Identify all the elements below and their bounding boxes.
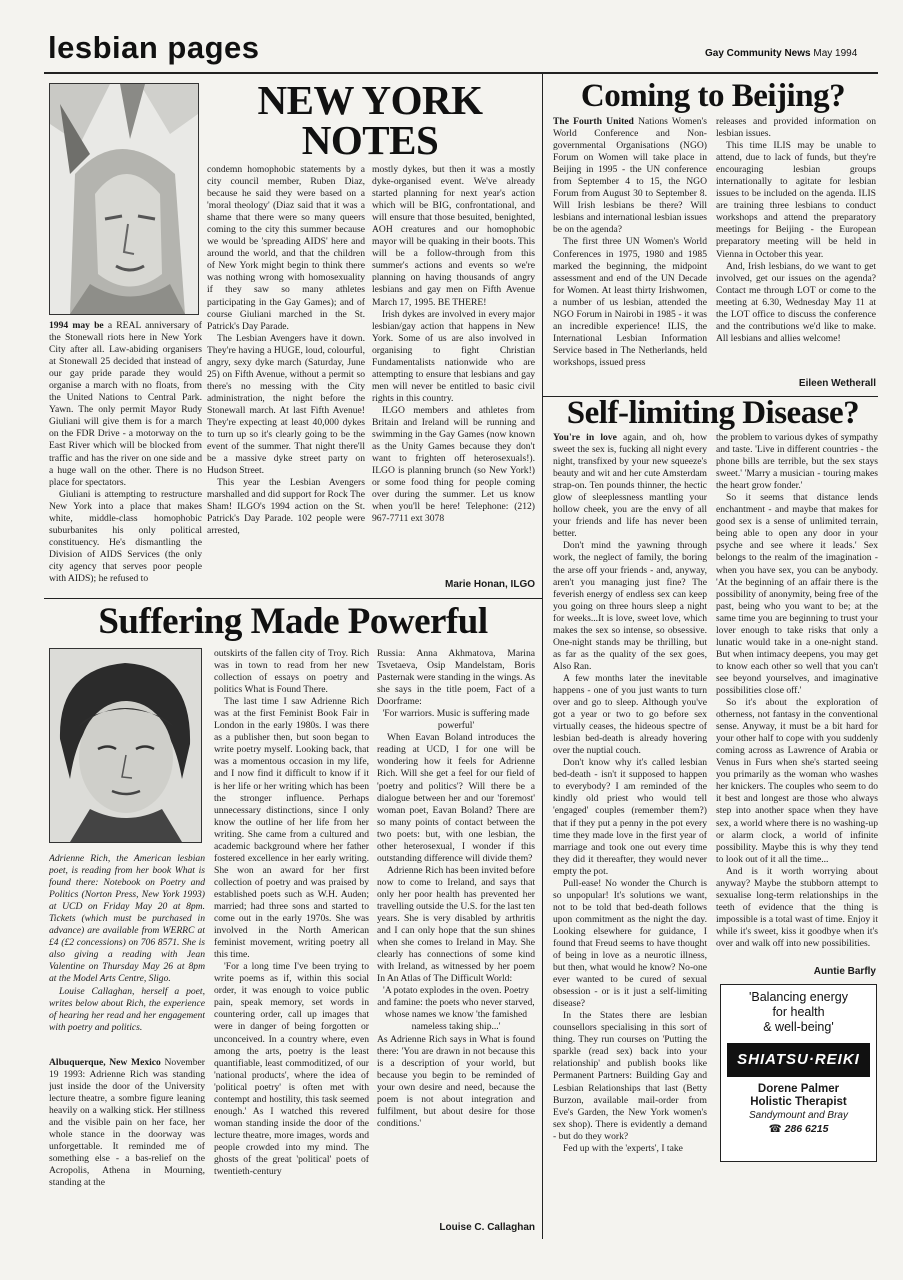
paragraph: Don't know why it's called lesbian bed-death - isn't it supposed to happen to everybody? I am reminded of the kindly old priest who would tell 'engaged' couples (remember them?) that if they put a penny in the pot every time they made love in the first year of marriage and took one out every time they did it thereafter, they would never empty the pot.	[553, 757, 707, 877]
paragraph: Albuquerque, New Mexico November 19 1993: Adrienne Rich was standing just inside the door of the University lecture theatre, a sombre figure leaning heavily on a walking stick. Her stillness and the visible pain on her face, her whole stance in the doorway was unforgettable. It reminded me of something else - a bas-relief on the Acropolis, Athena in Mourning, standing at the	[49, 1057, 205, 1189]
paragraph: This year the Lesbian Avengers marshalled and did support for Rock The Sham! ILGO's 1994 action on the St. Patrick's Day Parade. 102 people were arrested,	[207, 477, 365, 537]
paragraph: And, Irish lesbians, do we want to get involved, get our issues on the agenda? Contact me through LOT or come to the meeting at 6.30, Wednesday May 11 at the LOT office to discuss the conference and the contributions we'd like to make. All lesbians and allies welcome!	[716, 260, 876, 344]
publication-name: Gay Community News	[705, 48, 811, 59]
ad-therapist-name: Dorene Palmer	[757, 1083, 840, 1095]
paragraph: outskirts of the fallen city of Troy. Rich was in town to read from her new collection of essays on poetry and politics What is Found There.	[214, 648, 369, 696]
ny-notes-column-3	[372, 164, 535, 580]
paragraph: So it seems that distance lends enchantment - and maybe that makes for good sex is a sense of unlimited terrain, being able to open any door in your psyche and see where it leads.' Sex belongs to the realm of the imagination - when you have sex, you can be anybody. 'At the beginning of an affair there is the possibility of anonymity, being free of the past, being who you want to be; at the same time you are beginning to trust your lover enough to take risks that only a lunatic would take in a one-night stand. But when intimacy deepens, you may get to know each other so well that you can't see beyond yourselves, and imaginative possibilities close off.'	[716, 492, 878, 696]
shiatsu-reiki-advert	[720, 984, 877, 1162]
caption-paragraph: Louise Callaghan, herself a poet, writes below about Rich, the experience of hearing her read and her engagement with poetry and politics.	[49, 985, 205, 1033]
ad-tagline-line1: 'Balancing energy	[749, 990, 848, 1004]
ad-therapist-role: Holistic Therapist	[750, 1096, 847, 1108]
section-title: lesbian pages	[48, 30, 260, 65]
column-divider-vertical	[542, 74, 543, 1239]
ad-phone-line	[721, 1122, 876, 1136]
disease-column-2	[716, 432, 878, 964]
paragraph: releases and provided information on lesbian issues.	[716, 116, 876, 140]
statue-of-liberty-photo	[49, 83, 199, 315]
beijing-author: Eileen Wetherall	[798, 378, 876, 389]
paragraph: Pull-ease! No wonder the Church is so unpopular! It's solutions we want, not to be told that bed-death follows upon commitment as the night the day. Looking elsewhere for guidance, I found that Freud seems to have thought of being in love as a neurotic illness, but then, what would he know? No-one ever wanted to be cured of sexual obsession - or is it just a self-limiting disease?	[553, 877, 707, 1010]
disease-author: Auntie Barfly	[813, 966, 876, 977]
paragraph: The Lesbian Avengers have it down. They're having a HUGE, loud, colourful, angry, sexy dyke march (Saturday, June 25) on Fifth Avenue, without a permit so there's no messing with the City administration, the night before the Stonewall march. At last Fifth Avenue! They're expecting at least 40,000 dykes to turn up so it's clearly going to be the event of the summer. That night there'll be a massive dyke street party on Hudson Street.	[207, 332, 365, 477]
disease-headline: Self-limiting Disease?	[566, 395, 860, 431]
paragraph: This time ILIS may be unable to attend, due to lack of funds, but they're encouraging lesbian groups internationally to agitate for lesbian issues to be included on the agenda. ILIS are training three lesbians to conduct workshops and attend the preparatory meetings for Beijing - the European preparatory meeting will be held in Vienna in October this year.	[716, 140, 876, 260]
paragraph: 1994 may be a REAL anniversary of the Stonewall riots here in New York City after all. Law-abiding organisers at Stonewall 25 decided that instead of our gay pride parade they would organise a march with no floats, from the United Nations to Central Park. Yawn. The only permit Mayor Rudy Giuliani will give them is for a march on the FDR Drive - a motorway on the East River which will be blocked from traffic and has the river on one side and a huge wall on the other. There is no place for spectators.	[49, 320, 202, 488]
lead-in: 1994 may be	[49, 320, 104, 331]
paragraph: When Eavan Boland introduces the reading at UCD, I for one will be wondering how it feels for Adrienne Rich. Will she get a feel for our field of 'poetry and politics'? Will there be a dialogue between her and our 'foremost' woman poet, Eavan Boland? There are so many points of contact between the two poets: but, with one lesbian, the other heterosexual, I wonder if this outstanding difference will divide them?	[377, 732, 535, 864]
paragraph: Fed up with the 'experts', I take	[563, 1142, 683, 1154]
statue-of-liberty-image	[50, 84, 198, 314]
paragraph: mostly dykes, but then it was a mostly dyke-organised event. We've already started planning for next year's action which will be BIG, confrontational, and will ensure that those besuited, benighted, AOH creatures and our homophobic mayor will be quaking in their boots. This will be a follow-through from this summer's actions and events so we're planning on having thousands of angry lesbians and gay men on Fifth Avenue March 17, 1995. BE THERE!	[372, 164, 535, 308]
ny-notes-column-2	[207, 164, 365, 593]
paragraph: 'For a long time I've been trying to write poems as if, within this social order, it was enough to voice public pain, speak memory, set words in countering order, call up images that were in danger of being forgotten or unconceived. In a country where, even among the arts, poetry is the least quantifiable, least commoditized, of our 'national products', where the idea of 'political poetry' is often met with contempt and hostility, this task seemed enough.' As I watched this revered woman standing inside the door of the lecture theatre, more images, words and people crowded into my mind. The ghosts of the great 'political' poets of twentieth-century	[214, 961, 369, 1178]
paragraph: The first three UN Women's World Conferences in 1975, 1980 and 1985 marked the beginning, the midpoint assessment and end of the UN Decade for Women. At least thirty Irishwomen, a number of us lesbian, attended the NGO Forum in Nairobi in 1985 - it was an incredible experience! ILIS, the International Lesbian Information Service based in The Netherlands, held workshops, issued press	[553, 236, 707, 368]
suffering-column-2	[214, 648, 369, 1238]
suffering-column-3	[377, 648, 535, 1220]
beijing-headline: Coming to Beijing?	[580, 78, 846, 114]
beijing-column-1	[553, 116, 707, 392]
paragraph: Irish dykes are involved in every major lesbian/gay action that happens in New York. Some of us are also involved in organising to fight Christian Fundamentalists nationwide who are attempting to ensure that lesbians and gay men will never be entitled to basic civil rights in this country.	[372, 308, 535, 404]
paragraph: And is it worth worrying about anyway? Maybe the stubborn attempt to sexualise long-term relationships in the teeth of evidence that the thing is impossible is a total wast of time. Enjoy it while it's sweet, kiss it goodbye when it's over and walk off into new possibilities.	[716, 865, 878, 949]
paragraph: The Fourth United Nations Women's World Conference and Non-governmental Organisations (NGO) Forum on Women will take place in Beijing in 1995 - the UN conference from September 4 to 15, the NGO Forum from August 30 to September 8. Will Irish lesbians be there? Will lesbians and international lesbian issues be on the agenda?	[553, 116, 707, 236]
lead-in: Albuquerque, New Mexico	[49, 1057, 161, 1068]
quote: 'A potato explodes in the oven. Poetry and famine: the poets who never starved, whose names we know 'the famished nameless taking ship...'	[377, 985, 535, 1033]
ny-notes-title-line2: NOTES	[301, 117, 439, 163]
lead-in: You're in love	[553, 432, 617, 443]
ad-banner: SHIATSU·REIKI	[727, 1043, 870, 1077]
ny-notes-title-line1: NEW YORK	[257, 77, 483, 123]
paragraph: Russia: Anna Akhmatova, Marina Tsvetaeva, Osip Mandelstam, Boris Pasternak were standing in the wings. As she says in the title poem, Fact of a Doorframe:	[377, 648, 535, 708]
paragraph: In the States there are lesbian counsellors specialising in this sort of thing. They run courses on 'Putting the sparkle (read sex) back into your relationship' and publish books like Permanent Partners: Building Gay and Lesbian Relationships that last (Betty Burzon, available mail-order from Eve's Garden, the New York women's sex shop). There is evidently a demand - but do they work?	[553, 1010, 707, 1142]
paragraph: The last time I saw Adrienne Rich was at the first Feminist Book Fair in London in the early 1980s. I was there as a publisher then, but soon began to write poetry myself. Looking back, that was a momentous occasion in my life, and I now find it difficult to know if it is her life or her writing which has been the stronger influence. Perhaps unnecessary distinctions, since I only know the outline of her life from her writing. She came from a cultured and academic background where her father fostered excellence in her early writing. She won an award for her first collection of poetry and was praised by established poets such as W.H. Auden; married; had three sons and started to come out in the early 1970s. She was involved in the North American feminist movement, writing poetry all this time.	[214, 696, 369, 961]
phone-icon: ☎	[768, 1123, 782, 1135]
ny-notes-column-1	[49, 320, 202, 593]
ad-tagline-line3: & well-being'	[763, 1020, 834, 1034]
paragraph: A few months later the inevitable happens - one of you just wants to turn over and go to sleep. Although you've got a year or two to go before sex virtually ceases, the hideous spectre of lesbian bed-death is already hovering over the nuptial couch.	[553, 672, 707, 757]
publication-info	[705, 48, 857, 59]
suffering-author: Louise C. Callaghan	[439, 1222, 535, 1233]
paragraph: Don't mind the yawning through work, the neglect of family, the boring the arse off your friends - and, anyway, aren't you managing just fine? The feverish energy of endless sex can keep you going on three hours sleep a night for weeks...It is love, sweet love, which makes the sex so intense, so obsessive. One-night stands may be thrilling, but as far as the quality of the sex goes, Also Ran.	[553, 540, 707, 672]
paragraph: Adrienne Rich has been invited before now to come to Ireland, and says that only her poor health has prevented her travelling outside the U.S. for the last ten years. She is very disabled by arthritis and I can only hope that the sun shines when she comes to Ireland in May. She clearly has connections of some kind with Ireland, as witnessed by her poem In An Atlas of The Difficult World:	[377, 864, 535, 985]
paragraph: the problem to various dykes of sympathy and taste. 'Live in different countries - the phone bills are terrible, but the sex stays sweet.' 'Marry a musician - touring makes the heart grow fonder.'	[716, 432, 878, 492]
issue-date: May 1994	[813, 48, 858, 59]
paragraph: ILGO members and athletes from Britain and Ireland will be running and swimming in the Gay Games (now known as the Unity Games because they don't want to frighten off heterosexuals!). ILGO is planning brunch (so New York!) or some food thing for people coming over during the summer. Let us know when you'll be here! Telephone: (212) 967-7711 ext 3078	[372, 404, 535, 525]
suffering-column-1	[49, 1057, 205, 1237]
beijing-column-2	[716, 116, 876, 376]
lead-in: The Fourth United	[553, 116, 634, 127]
suffering-caption	[49, 853, 205, 1049]
adrienne-rich-photo	[49, 648, 202, 843]
paragraph: So it's about the exploration of otherness, not fantasy in the conventional sense. Anyway, it must be a bit hard for your other half to cope with you suddenly coming across as Lawrence of Arabia or Venus in Furs when she's started seeing you primarily as the woman who washes her knickers. The couples who seem to do it best and longest are those who always step into another space when they have sex, a world where there is no washing-up or alarm clock, a world of infinite possibility. Maybe this is why they tend to look out of it all the time...	[716, 697, 878, 865]
ad-tagline	[721, 985, 876, 1035]
paragraph: As Adrienne Rich says in What is found there: 'You are drawn in not because this is a description of your world, but because you begin to be reminded of your own desire and need, because the poem is not about integration and fulfilment, but about desire for those conditions.'	[377, 1033, 535, 1129]
disease-column-1	[553, 432, 707, 1238]
ny-notes-headline	[205, 77, 535, 163]
quote: 'For warriors. Music is suffering made powerful'	[382, 708, 530, 732]
paragraph: Giuliani is attempting to restructure New York into a place that makes white, middle-class homophobic suburbanites his only political constituency. He's dismantling the Division of AIDS Services (the only city agency that serves poor people with AIDS); he refused to	[49, 488, 202, 584]
ny-notes-author: Marie Honan, ILGO	[444, 579, 535, 590]
ad-phone: 286 6215	[784, 1123, 829, 1135]
masthead-rule	[44, 72, 878, 74]
adrienne-rich-portrait	[50, 649, 201, 842]
section-divider-horizontal	[44, 598, 542, 599]
suffering-headline: Suffering Made Powerful	[98, 601, 488, 642]
ad-tagline-line2: for health	[772, 1005, 825, 1019]
caption-paragraph: Adrienne Rich, the American lesbian poet, is reading from her book What is found there: Notebook on Poetry and Politics (Norton Press, New York 1993) at UCD on Friday May 20 at 8pm. Tickets (which must be purchased in advance) are available from WERRC at £4 (£2 concessions) on 706 8571. She is also giving a reading with Jean Valentine on Thursday May 26 at 8pm at the Model Arts Centre, Sligo.	[49, 853, 205, 985]
ad-location: Sandymount and Bray	[749, 1110, 848, 1121]
paragraph: You're in love again, and oh, how sweet the sex is, fucking all night every night, transfixed by your new squeeze's beauty and wit and her cute Amsterdam strap-on. Ten pounds thinner, the hectic glow of sleeplessness mantling your hollow cheek, you are the envy of all your friends and life has never been better.	[553, 432, 707, 540]
paragraph: condemn homophobic statements by a city council member, Ruben Diaz, because he said they were based on a 'moral theology' (Diaz said that it was a shame that there were so many queers coming to the city this summer because we would be 'spreading AIDS' here and around the world, and that the children of New York might begin to think there was nothing wrong with homosexuality if they saw so many athletes participating in the Gay Games); and of course Giuliani marched in the St. Patrick's Day Parade.	[207, 164, 365, 332]
